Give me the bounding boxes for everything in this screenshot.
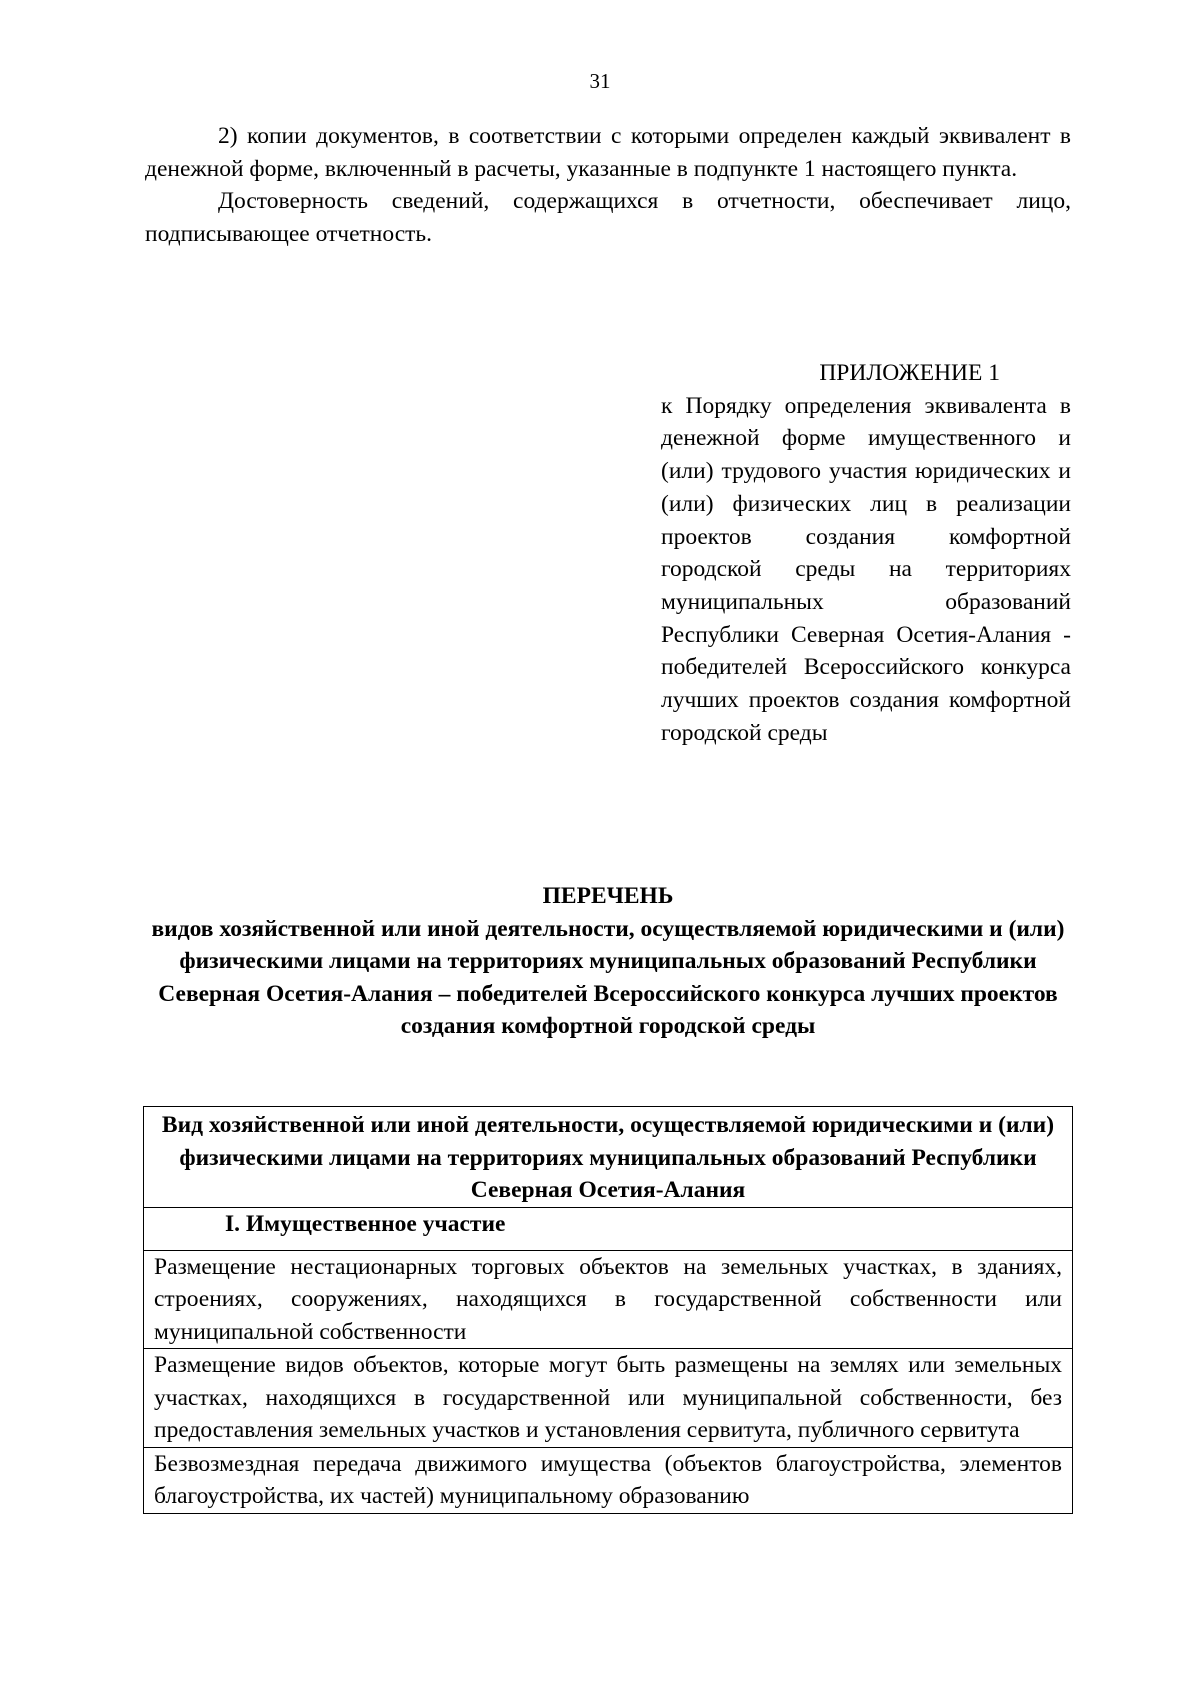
heading-subtitle: видов хозяйственной или иной деятельности, осуществляемой юридическими и (или) физическими лицами на территориях муниципальных образований Республики Северная Осетия-Алания – победителей Всероссийского конкурса лучших проектов создания комфортной городской среды	[151, 915, 1065, 1039]
table-row	[144, 1349, 1073, 1448]
activity-table	[143, 1106, 1073, 1514]
appendix-block	[661, 357, 1071, 749]
table-cell: Размещение видов объектов, которые могут быть размещены на землях или земельных участках, находящихся в государственной или муниципальной собственности, без предоставления земельных участков и установления сервитута, публичного сервитута	[144, 1349, 1073, 1448]
page-number: 31	[589, 69, 611, 93]
table-header-row	[144, 1107, 1073, 1208]
body-text	[145, 120, 1071, 251]
table-cell: Размещение нестационарных торговых объектов на земельных участках, в зданиях, строениях, сооружениях, находящихся в государственной собственности или муниципальной собственности	[144, 1250, 1073, 1349]
paragraph-reliability: Достоверность сведений, содержащихся в отчетности, обеспечивает лицо, подписывающее отчетность.	[145, 188, 1071, 248]
heading-title: ПЕРЕЧЕНЬ	[542, 883, 674, 909]
table-row	[144, 1447, 1073, 1513]
paragraph-copies: 2) копии документов, в соответствии с которыми определен каждый эквивалент в денежной форме, включенный в расчеты, указанные в подпункте 1 настоящего пункта.	[145, 123, 1071, 182]
table-row	[144, 1250, 1073, 1349]
table-cell: Безвозмездная передача движимого имущества (объектов благоустройства, элементов благоустройства, их частей) муниципальному образованию	[144, 1447, 1073, 1513]
document-heading	[145, 880, 1071, 1043]
appendix-title: ПРИЛОЖЕНИЕ 1	[819, 360, 1000, 386]
table-section-row	[144, 1207, 1073, 1250]
table-section-cell: I. Имущественное участие	[144, 1207, 1073, 1250]
table-header-cell: Вид хозяйственной или иной деятельности, осуществляемой юридическими и (или) физическими лицами на территориях муниципальных образований Республики Северная Осетия-Алания	[144, 1107, 1073, 1208]
appendix-text: к Порядку определения эквивалента в денежной форме имущественного и (или) трудового участия юридических и (или) физических лиц в реализации проектов создания комфортной городской среды на территориях муниципальных образований Республики Северная Осетия-Алания - победителей Всероссийского конкурса лучших проектов создания комфортной городской среды	[661, 392, 1071, 746]
